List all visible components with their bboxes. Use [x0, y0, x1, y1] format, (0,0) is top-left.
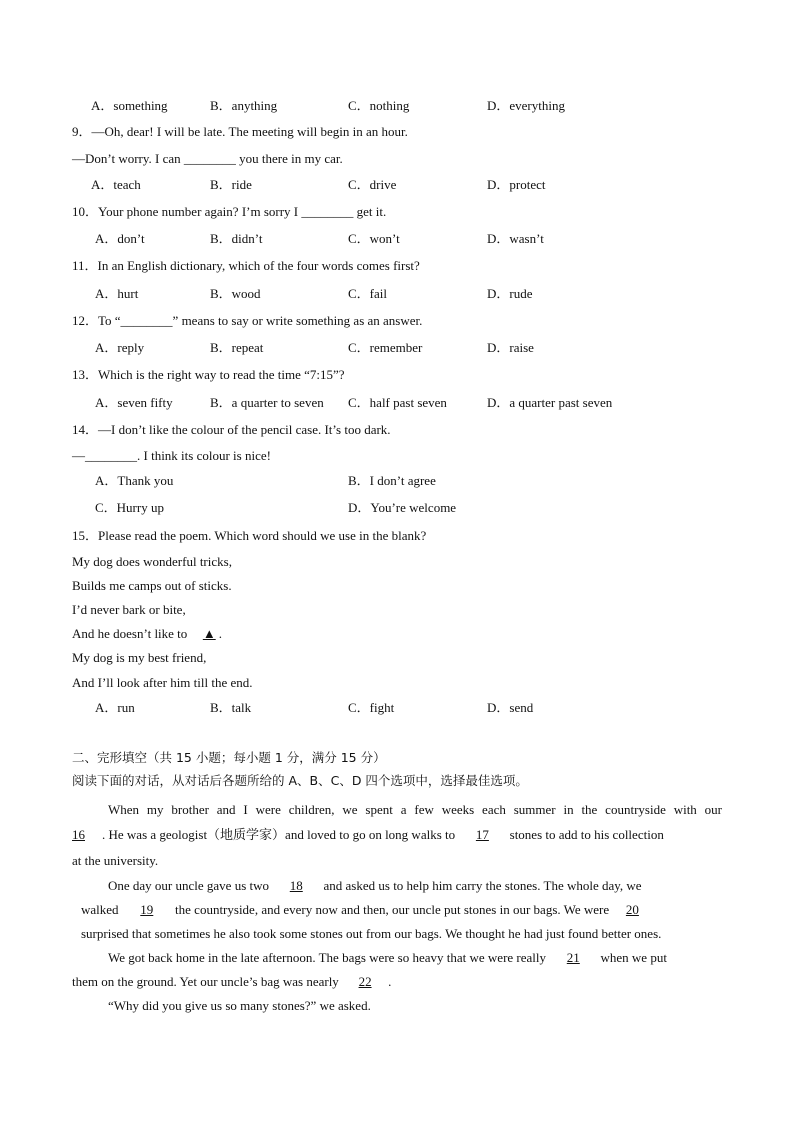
q8-option-c: C．nothing [348, 98, 410, 113]
passage-text: . He was a geologist（地质学家）and loved to go on long walks to [102, 827, 456, 842]
passage-p2-line3: surprised that sometimes he also took some stones out from our bags. We thought he had just found better ones. [81, 926, 662, 941]
passage-text: We got back home in the late afternoon. The bags were so heavy that we were really [108, 950, 547, 965]
q13-stem: 13．Which is the right way to read the time “7:15”? [72, 367, 345, 382]
poem-line: My dog does wonderful tricks, [72, 554, 232, 569]
q12-option-c: C．remember [348, 340, 423, 355]
q10-option-c: C．won’t [348, 231, 400, 246]
passage-text: and asked us to help him carry the stones. The whole day, we [323, 878, 642, 893]
q12-stem: 12．To “________” means to say or write something as an answer. [72, 313, 423, 328]
q9-option-d: D．protect [487, 177, 546, 192]
passage-p3-line2 [72, 974, 391, 990]
q14-option-c: C．Hurry up [95, 500, 164, 515]
q9-option-c: C．drive [348, 177, 397, 192]
blank-21: 21 [566, 950, 580, 965]
passage-p1-line3: at the university. [72, 853, 159, 868]
q11-option-d: D．rude [487, 286, 533, 301]
q15-option-a: A．run [95, 700, 135, 715]
q14-option-a: A．Thank you [95, 473, 174, 488]
q10-option-a: A．don’t [95, 231, 145, 246]
q15-option-b: B．talk [210, 700, 252, 715]
q14-option-b: B．I don’t agree [348, 473, 436, 488]
q13-option-c: C．half past seven [348, 395, 447, 410]
q14-option-d: D．You’re welcome [348, 500, 457, 515]
poem-line: I’d never bark or bite, [72, 602, 186, 617]
passage-text: the countryside, and every now and then, our uncle put stones in our bags. We were [175, 902, 610, 917]
q11-option-c: C．fail [348, 286, 387, 301]
passage-p2-line2 [81, 902, 652, 918]
blank-16: 16 [72, 827, 85, 842]
passage-text: stones to add to his collection [509, 827, 664, 842]
q11-option-a: A．hurt [95, 286, 139, 301]
blank-17: 17 [475, 827, 489, 842]
q8-option-d: D．everything [487, 98, 565, 113]
blank-22: 22 [358, 974, 372, 989]
q8-option-a: A．something [91, 98, 168, 113]
poem-line: My dog is my best friend, [72, 650, 207, 665]
passage-p4: “Why did you give us so many stones?” we asked. [108, 998, 371, 1013]
q15-stem: 15．Please read the poem. Which word should we use in the blank? [72, 528, 427, 543]
poem-line: Builds me camps out of sticks. [72, 578, 232, 593]
passage-p2-line1 [108, 878, 642, 894]
blank-19: 19 [140, 902, 154, 917]
q13-option-b: B．a quarter to seven [210, 395, 324, 410]
q10-option-b: B．didn’t [210, 231, 263, 246]
poem-line: And I’ll look after him till the end. [72, 675, 253, 690]
poem-line: And he doesn’t like to [72, 626, 188, 641]
poem-line-with-blank: And he doesn’t like to ▲ . [72, 626, 222, 641]
q12-option-d: D．raise [487, 340, 534, 355]
q13-option-d: D．a quarter past seven [487, 395, 613, 410]
q15-option-c: C．fight [348, 700, 395, 715]
q9-stem: 9．—Oh, dear! I will be late. The meeting will begin in an hour. [72, 124, 408, 139]
q14-line2: —________. I think its colour is nice! [72, 448, 271, 463]
q9-option-a: A．teach [91, 177, 141, 192]
q12-option-b: B．repeat [210, 340, 264, 355]
q9-option-b: B．ride [210, 177, 252, 192]
passage-text: One day our uncle gave us two [108, 878, 270, 893]
passage-p3-line1 [108, 950, 667, 966]
triangle-icon: ▲ [202, 626, 216, 641]
q11-option-b: B．wood [210, 286, 261, 301]
q13-option-a: A．seven fifty [95, 395, 173, 410]
q10-option-d: D．wasn’t [487, 231, 544, 246]
passage-p1-line2 [72, 827, 664, 843]
q8-option-b: B．anything [210, 98, 278, 113]
passage-text: walked [81, 902, 119, 917]
passage-text: when we put [600, 950, 667, 965]
passage-text: them on the ground. Yet our uncle’s bag was nearly [72, 974, 339, 989]
section-instruction: 阅读下面的对话，从对话后各题所给的 A、B、C、D 四个选项中，选择最佳选项。 [72, 773, 528, 788]
q14-stem: 14．—I don’t like the colour of the pencil case. It’s too dark. [72, 422, 391, 437]
q10-stem: 10．Your phone number again? I’m sorry I ________ get it. [72, 204, 387, 219]
blank-20: 20 [625, 902, 639, 917]
blank-18: 18 [289, 878, 303, 893]
section-title: 二、完形填空（共 15 小题；每小题 1 分，满分 15 分） [72, 750, 386, 765]
passage-text: . [388, 974, 392, 989]
q11-stem: 11．In an English dictionary, which of the four words comes first? [72, 258, 420, 273]
q12-option-a: A．reply [95, 340, 145, 355]
passage-p1-line1: When my brother and I were children, we spent a few weeks each summer in the countryside with our [108, 802, 722, 817]
q15-option-d: D．send [487, 700, 534, 715]
q9-line2: —Don’t worry. I can ________ you there in my car. [72, 151, 343, 166]
poem-blank [200, 626, 219, 642]
